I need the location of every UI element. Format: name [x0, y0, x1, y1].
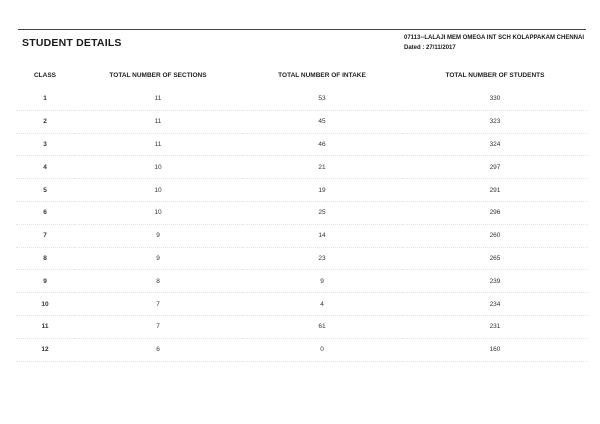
students-cell: 324	[402, 133, 588, 156]
sections-cell: 7	[74, 293, 242, 316]
intake-cell: 0	[242, 338, 402, 361]
sections-cell: 6	[74, 338, 242, 361]
sections-cell: 10	[74, 156, 242, 179]
student-details-table	[16, 62, 588, 362]
document-title: STUDENT DETAILS	[22, 37, 122, 49]
header-students: TOTAL NUMBER OF STUDENTS	[445, 71, 545, 79]
class-cell: 4	[16, 156, 74, 179]
intake-cell: 61	[242, 315, 402, 338]
students-cell: 239	[402, 270, 588, 293]
class-cell: 1	[16, 88, 74, 110]
table-row	[16, 156, 588, 179]
intake-cell: 14	[242, 224, 402, 247]
table-row	[16, 247, 588, 270]
header-intake: TOTAL NUMBER OF INTAKE	[278, 71, 366, 79]
table-row	[16, 88, 588, 110]
students-cell: 265	[402, 247, 588, 270]
intake-cell: 23	[242, 247, 402, 270]
intake-cell: 46	[242, 133, 402, 156]
students-cell: 296	[402, 201, 588, 224]
intake-cell: 25	[242, 201, 402, 224]
table-row	[16, 133, 588, 156]
intake-cell: 45	[242, 110, 402, 133]
students-cell: 160	[402, 338, 588, 361]
intake-cell: 19	[242, 179, 402, 202]
students-cell: 297	[402, 156, 588, 179]
class-cell: 3	[16, 133, 74, 156]
students-cell: 234	[402, 293, 588, 316]
class-cell: 7	[16, 224, 74, 247]
class-cell: 5	[16, 179, 74, 202]
intake-cell: 53	[242, 88, 402, 110]
intake-cell: 4	[242, 293, 402, 316]
sections-cell: 11	[74, 88, 242, 110]
class-cell: 9	[16, 270, 74, 293]
table-row	[16, 270, 588, 293]
class-cell: 2	[16, 110, 74, 133]
sections-cell: 8	[74, 270, 242, 293]
sections-cell: 11	[74, 110, 242, 133]
table-row	[16, 224, 588, 247]
sections-cell: 10	[74, 201, 242, 224]
table-row	[16, 338, 588, 361]
students-cell: 231	[402, 315, 588, 338]
table-row	[16, 110, 588, 133]
table-row	[16, 179, 588, 202]
class-cell: 11	[16, 315, 74, 338]
top-rule	[18, 29, 586, 30]
table-row	[16, 201, 588, 224]
students-cell: 330	[402, 88, 588, 110]
students-cell: 291	[402, 179, 588, 202]
table-body	[16, 88, 588, 361]
sections-cell: 11	[74, 133, 242, 156]
sections-cell: 9	[74, 247, 242, 270]
intake-cell: 9	[242, 270, 402, 293]
sections-cell: 9	[74, 224, 242, 247]
class-cell: 10	[16, 293, 74, 316]
document-date: Dated : 27/11/2017	[404, 45, 456, 51]
header-sections: TOTAL NUMBER OF SECTIONS	[109, 71, 207, 79]
sections-cell: 7	[74, 315, 242, 338]
class-cell: 12	[16, 338, 74, 361]
school-name: 07113--LALAJI MEM OMEGA INT SCH KOLAPPAKAM CHENNAI	[404, 35, 585, 41]
sections-cell: 10	[74, 179, 242, 202]
class-cell: 8	[16, 247, 74, 270]
table-header-row	[16, 62, 588, 88]
students-cell: 323	[402, 110, 588, 133]
class-cell: 6	[16, 201, 74, 224]
table-row	[16, 315, 588, 338]
intake-cell: 21	[242, 156, 402, 179]
students-cell: 260	[402, 224, 588, 247]
header-class: CLASS	[33, 71, 57, 79]
table-row	[16, 293, 588, 316]
